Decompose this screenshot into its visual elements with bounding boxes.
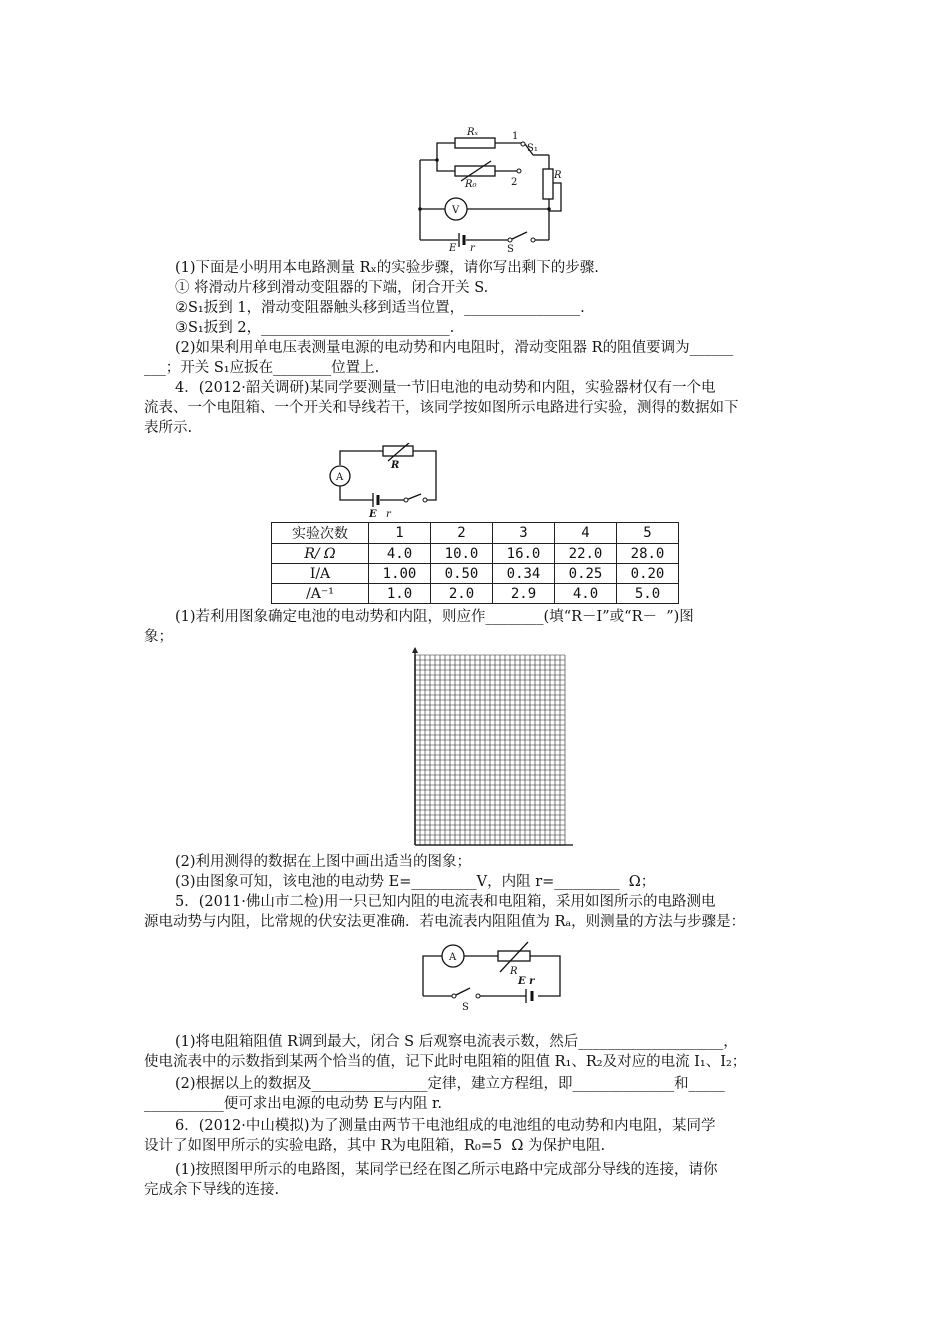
- circuit-diagram-1: [415, 125, 565, 253]
- table-cell: 22.0: [555, 544, 617, 564]
- text-line: 象；: [144, 629, 173, 645]
- label-v: V: [452, 205, 460, 216]
- table-cell: 0.20: [617, 564, 679, 584]
- label-r0: R₀: [465, 179, 477, 190]
- text-line: ___________便可求出电源的电动势 E与内阻 r.: [144, 1096, 442, 1112]
- table-cell: 1.00: [369, 564, 431, 584]
- table-cell: 2: [431, 523, 493, 544]
- table-cell: 5.0: [617, 584, 679, 604]
- label-a: A: [449, 952, 457, 963]
- graph-grid: [405, 647, 573, 848]
- y-axis-arrow: [412, 647, 418, 653]
- text-line: ③S₁扳到 2，__________________________.: [175, 320, 455, 336]
- text-line: (2)如果利用单电压表测量电源的电动势和内电阻时，滑动变阻器 R的阻值要调为______: [175, 340, 734, 356]
- text-line: (1)若利用图象确定电池的电动势和内阻，则应作________(填“R－I”或“R－ ”)图: [175, 609, 694, 625]
- text-line: (1)将电阻箱阻值 R调到最大，闭合 S 后观察电流表示数，然后____________________，: [175, 1034, 738, 1050]
- table-cell: 5: [617, 523, 679, 544]
- table-cell: 0.50: [431, 564, 493, 584]
- label-s1: S₁: [527, 143, 538, 154]
- table-row: [272, 544, 679, 564]
- table-row: [272, 523, 679, 544]
- circuit-diagram-2: [328, 443, 448, 518]
- table-cell: 0.25: [555, 564, 617, 584]
- table-cell: 3: [493, 523, 555, 544]
- table-cell: 1.0: [369, 584, 431, 604]
- label-a: A: [336, 472, 344, 483]
- table-cell: 4.0: [555, 584, 617, 604]
- text-line: 设计了如图甲所示的实验电路，其中 R为电阻箱，R₀=5 Ω 为保护电阻.: [144, 1138, 606, 1154]
- table-cell: 2.0: [431, 584, 493, 604]
- text-line: ① 将滑动片移到滑动变阻器的下端，闭合开关 S.: [175, 280, 489, 296]
- text-line: (2)根据以上的数据及________________定律，建立方程组，即______________和_____: [175, 1076, 725, 1092]
- table-cell: 28.0: [617, 544, 679, 564]
- label-rx: Rₓ: [467, 127, 479, 138]
- label-er: E r: [518, 976, 535, 987]
- label-r: R: [554, 170, 562, 181]
- table-header: R/ Ω: [272, 544, 369, 564]
- text-line: (2)利用测得的数据在上图中画出适当的图象；: [175, 854, 472, 870]
- text-line: 6．(2012·中山模拟)为了测量由两节干电池组成的电池组的电动势和内电阻，某同学: [175, 1118, 716, 1134]
- table-cell: 1: [369, 523, 431, 544]
- label-2: 2: [511, 177, 518, 188]
- text-line: 表所示.: [144, 420, 193, 436]
- circuit-diagram-3: [418, 938, 568, 1012]
- label-s: S: [462, 1002, 469, 1012]
- table-cell: 0.34: [493, 564, 555, 584]
- text-line: ___；开关 S₁应扳在________位置上.: [144, 360, 380, 376]
- table-cell: 10.0: [431, 544, 493, 564]
- text-line: 源电动势与内阻，比常规的伏安法更准确．若电流表内阻阻值为 Rₐ，则测量的方法与步骤是：: [144, 914, 746, 930]
- table-cell: 2.9: [493, 584, 555, 604]
- text-line: 流表、一个电阻箱、一个开关和导线若干，该同学按如图所示电路进行实验，测得的数据如下: [144, 400, 739, 416]
- text-line: (1)按照图甲所示的电路图，某同学已经在图乙所示电路中完成部分导线的连接，请你: [175, 1162, 718, 1178]
- table-header: 实验次数: [272, 523, 369, 544]
- text-line: (3)由图象可知，该电池的电动势 E=_________V，内阻 r=_________ Ω；: [175, 874, 656, 890]
- text-line: 5．(2011·佛山市二检)用一只已知内阻的电流表和电阻箱，采用如图所示的电路测电: [175, 894, 716, 910]
- data-table: [271, 522, 679, 604]
- label-r: R: [510, 966, 518, 977]
- label-ri: r: [386, 509, 391, 518]
- table-cell: 4: [555, 523, 617, 544]
- text-line: 完成余下导线的连接.: [144, 1182, 280, 1198]
- text-line: 4．(2012·韶关调研)某同学要测量一节旧电池的电动势和内阻，实验器材仅有一个电: [175, 380, 716, 396]
- table-row: [272, 564, 679, 584]
- table-header: I/A: [272, 564, 369, 584]
- table-cell: 16.0: [493, 544, 555, 564]
- table-cell: 4.0: [369, 544, 431, 564]
- label-ri: r: [470, 243, 475, 253]
- label-r: R: [391, 460, 400, 471]
- text-line: 使电流表中的示数指到某两个恰当的值，记下此时电阻箱的阻值 R₁、R₂及对应的电流 I₁、I₂；: [144, 1054, 747, 1070]
- label-e: E: [369, 509, 377, 518]
- label-e: E: [449, 243, 457, 253]
- text-line: ②S₁扳到 1，滑动变阻器触头移到适当位置，________________.: [175, 300, 585, 316]
- label-s: S: [507, 244, 514, 253]
- table-header: /A⁻¹: [272, 584, 369, 604]
- label-1: 1: [512, 131, 519, 142]
- table-row: [272, 584, 679, 604]
- text-line: (1)下面是小明用本电路测量 Rₓ的实验步骤，请你写出剩下的步骤.: [175, 260, 599, 276]
